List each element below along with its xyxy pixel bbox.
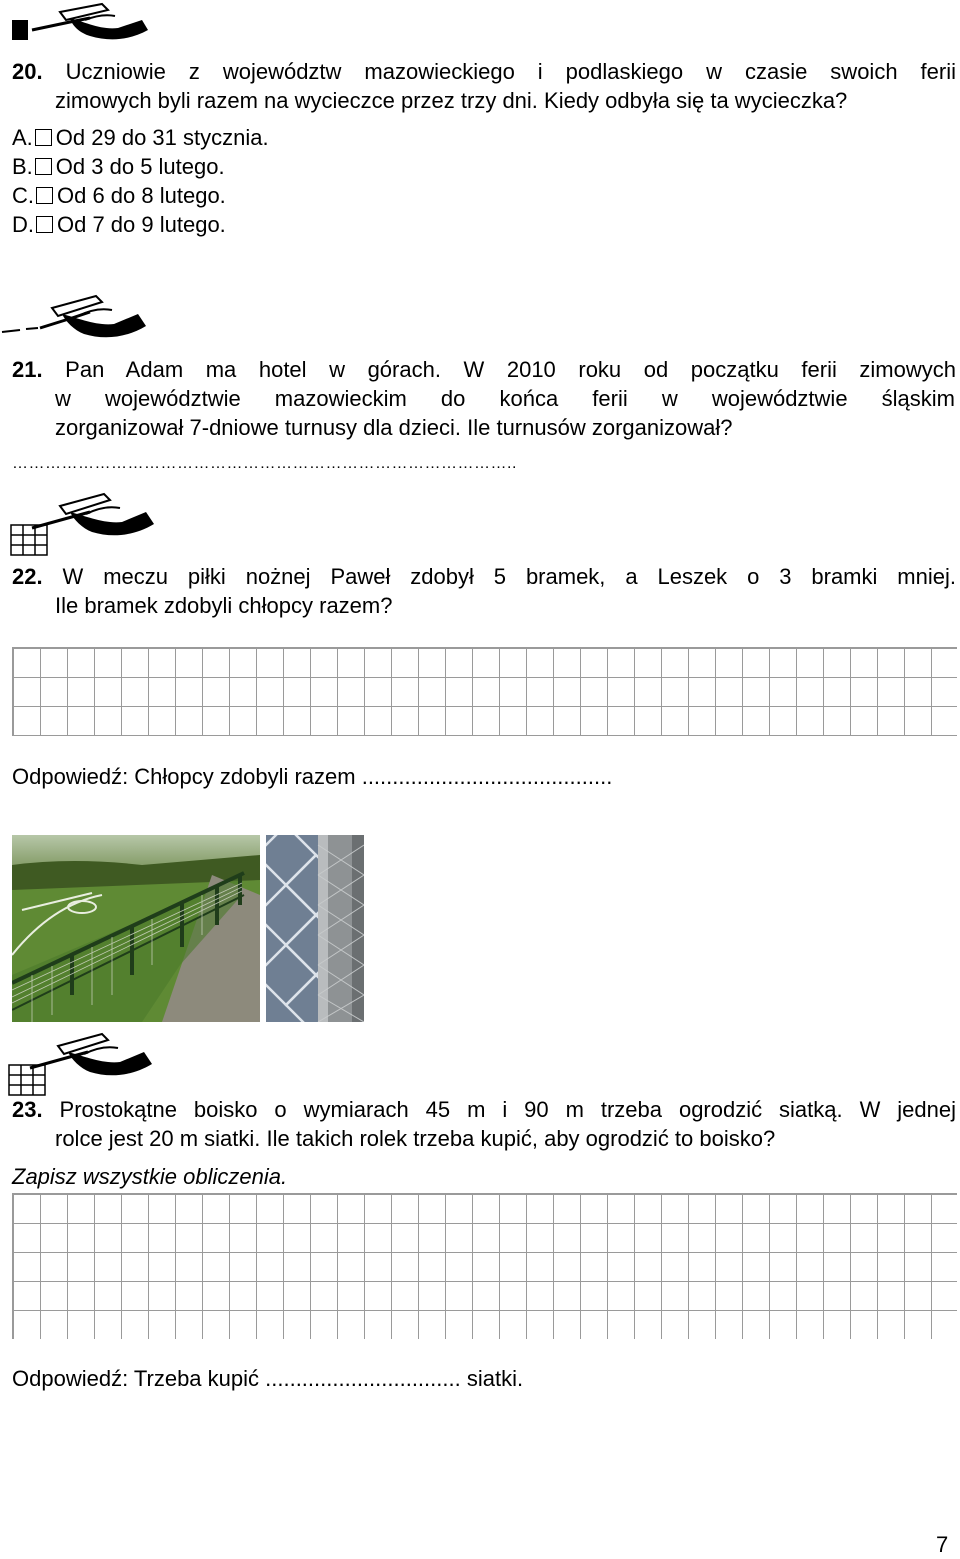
q23-number: 23. <box>12 1097 43 1122</box>
q23-line1 <box>12 1095 956 1124</box>
q20-option-c[interactable]: C. Od 6 do 8 lutego. <box>12 183 226 208</box>
q20-option-b[interactable]: B. Od 3 do 5 lutego. <box>12 154 225 179</box>
q20-text-2: zimowych byli razem na wycieczce przez trzy dni. Kiedy odbyła się ta wycieczka? <box>55 88 848 113</box>
q23-text-2: rolce jest 20 m siatki. Ile takich rolek trzeba kupić, aby ogrodzić to boisko? <box>55 1126 776 1151</box>
q23-text-1: Prostokątne boisko o wymiarach 45 m i 90 m trzeba ogrodzić siatką. W jednej <box>59 1097 956 1122</box>
q23-answer-grid[interactable] <box>12 1193 957 1339</box>
q22-number: 22. <box>12 564 43 589</box>
q20-option-a[interactable]: A. Od 29 do 31 stycznia. <box>12 125 269 150</box>
checkbox[interactable] <box>36 216 53 233</box>
q22-text-2: Ile bramek zdobyli chłopcy razem? <box>55 593 393 618</box>
q20-line2 <box>55 86 955 115</box>
pencil-hand-icon <box>30 488 158 538</box>
q21-text-2: w województwie mazowieckim do końca ferii w województwie śląskim <box>55 386 955 411</box>
black-square-icon <box>12 20 28 40</box>
q20-text-1: Uczniowie z województw mazowieckiego i podlaskiego w czasie swoich ferii <box>65 59 956 84</box>
q23-instruction: Zapisz wszystkie obliczenia. <box>12 1164 288 1189</box>
pencil-hand-icon <box>30 0 150 42</box>
q22-line2 <box>55 591 955 620</box>
q20-option-d[interactable]: D. Od 7 do 9 lutego. <box>12 212 226 237</box>
q22-line1 <box>12 562 956 591</box>
q21-line3 <box>55 413 955 442</box>
page-number: 7 <box>936 1532 949 1557</box>
q21-text-1: Pan Adam ma hotel w górach. W 2010 roku od początku ferii zimowych <box>65 357 956 382</box>
q21-line1 <box>12 355 956 384</box>
q21-text-3: zorganizował 7-dniowe turnusy dla dzieci. Ile turnusów zorganizował? <box>55 415 733 440</box>
q21-line2 <box>55 384 955 413</box>
fence-field-photo <box>12 835 260 1022</box>
q22-answer: Odpowiedź: Chłopcy zdobyli razem ......................................... <box>12 764 613 789</box>
q23-answer: Odpowiedź: Trzeba kupić ................................ siatki. <box>12 1366 524 1391</box>
q20-line1 <box>12 57 956 86</box>
q23-line2 <box>55 1124 955 1153</box>
q20-number: 20. <box>12 59 43 84</box>
pencil-hand-icon <box>28 1030 154 1078</box>
q22-text-1: W meczu piłki nożnej Paweł zdobył 5 bramek, a Leszek o 3 bramki mniej. <box>62 564 956 589</box>
q21-number: 21. <box>12 357 43 382</box>
checkbox[interactable] <box>36 187 53 204</box>
q21-answer-line[interactable]: ……………………………………………………………………………….. <box>12 455 517 472</box>
chain-link-fence-photo <box>266 835 364 1022</box>
checkbox[interactable] <box>35 158 52 175</box>
checkbox[interactable] <box>35 129 52 146</box>
q22-answer-grid[interactable] <box>12 647 957 736</box>
pencil-hand-icon <box>0 288 150 340</box>
